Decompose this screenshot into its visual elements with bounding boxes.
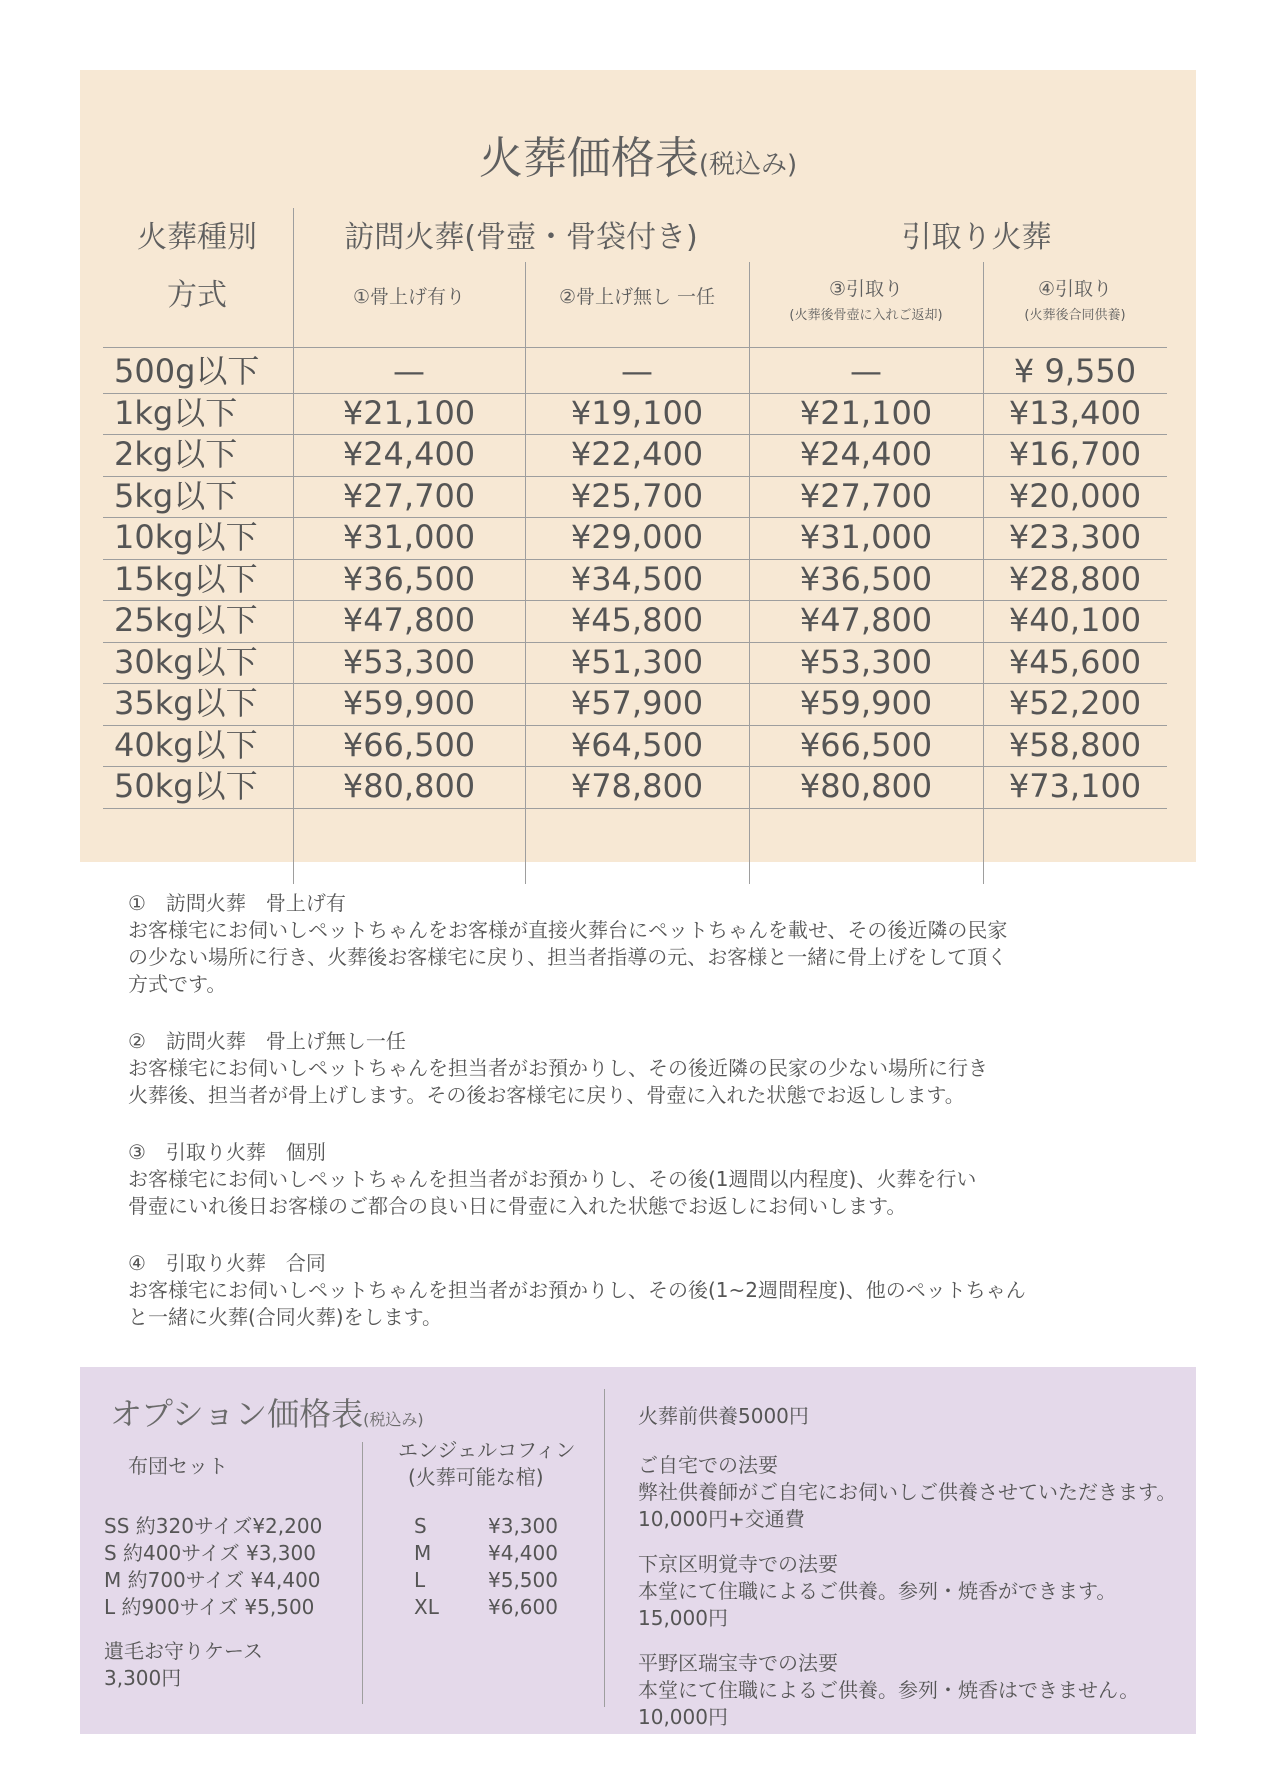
- note-2: [128, 1028, 1128, 1109]
- home-service: [638, 1452, 1176, 1533]
- price-cell: ¥27,700: [799, 476, 933, 515]
- option-title-main: オプション価格表: [110, 1395, 364, 1433]
- service-title: ご自宅での法要: [638, 1453, 778, 1477]
- price-cell: ¥36,500: [342, 559, 476, 598]
- futon-set-label: 布団セット: [128, 1454, 228, 1478]
- angel-coffin-sublabel: (火葬可能な棺): [408, 1465, 544, 1489]
- option-divider: [362, 1442, 363, 1704]
- price-cell: ¥47,800: [799, 601, 933, 639]
- price-cell: ¥22,400: [570, 435, 704, 473]
- column-header-3: ③引取り: [828, 278, 904, 300]
- coffin-price: ¥4,400: [488, 1541, 558, 1565]
- price-cell: ¥78,800: [570, 767, 704, 805]
- type-header: 火葬種別: [137, 220, 257, 255]
- service-line: 本堂にて住職によるご供養。参列・焼香はできません。: [638, 1678, 1140, 1702]
- memorial-services: [638, 1403, 1176, 1749]
- note-body: お客様宅にお伺いしペットちゃんを担当者がお預かりし、その後近隣の民家の少ない場所に行き 火葬後、担当者が骨上げします。その後お客様宅に戻り、骨壺に入れた状態でお返しします。: [128, 1056, 988, 1107]
- service-price: 15,000円: [638, 1606, 728, 1630]
- price-cell: ¥57,900: [570, 684, 704, 722]
- price-cell: ¥28,800: [1008, 559, 1142, 598]
- weight-cell: 10kg以下: [114, 518, 258, 556]
- price-cell: ¥58,800: [1008, 725, 1142, 764]
- coffin-price: ¥5,500: [488, 1568, 558, 1592]
- service-line: 火葬前供養5000円: [638, 1404, 809, 1428]
- price-table-title-main: 火葬価格表: [478, 133, 699, 184]
- note-title: ② 訪問火葬 骨上げ無し一任: [128, 1029, 406, 1053]
- angel-coffin-label: エンジェルコフィン: [398, 1438, 576, 1462]
- weight-cell: 5kg以下: [114, 476, 238, 515]
- column-header-1: ①骨上げ有り: [352, 286, 466, 308]
- futon-item: L 約900サイズ ¥5,500: [104, 1595, 315, 1619]
- coffin-size: XL: [414, 1595, 439, 1619]
- coffin-size: M: [414, 1541, 432, 1565]
- service-line: 本堂にて住職によるご供養。参列・焼香ができます。: [638, 1579, 1117, 1603]
- service-line: 弊社供養師がご自宅にお伺いしご供養させていただきます。: [638, 1480, 1177, 1504]
- note-title: ③ 引取り火葬 個別: [128, 1140, 326, 1164]
- option-price-panel: [80, 1367, 1196, 1734]
- coffin-item: [414, 1513, 558, 1540]
- price-cell: ¥80,800: [799, 767, 933, 805]
- weight-cell: 15kg以下: [114, 559, 258, 598]
- service-price: 10,000円+交通費: [638, 1507, 805, 1531]
- price-cell: ¥45,600: [1008, 642, 1142, 681]
- price-cell: ¥31,000: [342, 518, 476, 556]
- price-cell: ¥47,800: [342, 601, 476, 639]
- weight-cell: 500g以下: [114, 352, 260, 390]
- price-cell: ¥40,100: [1008, 601, 1142, 639]
- coffin-size: L: [414, 1568, 426, 1592]
- coffin-price: ¥6,600: [488, 1595, 558, 1619]
- header-rule: [103, 347, 1167, 348]
- price-cell: ¥29,000: [570, 518, 704, 556]
- coffin-price: ¥3,300: [488, 1514, 558, 1538]
- cremation-notes: [128, 890, 1128, 1361]
- note-title: ① 訪問火葬 骨上げ有: [128, 891, 346, 915]
- price-cell: ¥31,000: [799, 518, 933, 556]
- weight-cell: 25kg以下: [114, 601, 258, 639]
- column-header-3-note: (火葬後骨壺に入れご返却): [789, 308, 943, 323]
- pre-cremation-service: [638, 1403, 1176, 1430]
- coffin-item: [414, 1567, 558, 1594]
- keepsake-case: [104, 1638, 263, 1692]
- group-header-visit: 訪問火葬(骨壺・骨袋付き): [344, 220, 698, 255]
- price-cell: ¥24,400: [799, 435, 933, 473]
- service-price: 10,000円: [638, 1705, 728, 1729]
- price-cell: ¥20,000: [1008, 476, 1142, 515]
- price-cell: —: [850, 352, 882, 390]
- column-header-2: ②骨上げ無し 一任: [558, 286, 716, 308]
- price-cell: ¥25,700: [570, 476, 704, 515]
- weight-cell: 30kg以下: [114, 642, 258, 681]
- note-body: お客様宅にお伺いしペットちゃんを担当者がお預かりし、その後(1週間以内程度)、火葬を行い 骨壺にいれ後日お客様のご都合の良い日に骨壺に入れた状態でお返しにお伺いします。: [128, 1167, 977, 1218]
- weight-cell: 2kg以下: [114, 435, 238, 473]
- price-cell: ¥27,700: [342, 476, 476, 515]
- note-4: [128, 1250, 1128, 1331]
- note-body: お客様宅にお伺いしペットちゃんを担当者がお預かりし、その後(1~2週間程度)、他のペットちゃん と一緒に火葬(合同火葬)をします。: [128, 1278, 1026, 1329]
- keepsake-price: 3,300円: [104, 1666, 182, 1690]
- price-cell: ¥21,100: [342, 393, 476, 432]
- price-cell: ¥73,100: [1008, 767, 1142, 805]
- price-cell: ¥36,500: [799, 559, 933, 598]
- futon-item: M 約700サイズ ¥4,400: [104, 1568, 321, 1592]
- weight-cell: 35kg以下: [114, 684, 258, 722]
- service-title: 下京区明覚寺での法要: [638, 1552, 838, 1576]
- price-cell: ¥59,900: [799, 684, 933, 722]
- price-cell: ¥59,900: [342, 684, 476, 722]
- option-divider: [604, 1389, 605, 1707]
- cremation-price-panel: [80, 70, 1196, 862]
- option-table-title: [110, 1389, 424, 1435]
- price-cell: ¥19,100: [570, 393, 704, 432]
- price-cell: ¥23,300: [1008, 518, 1142, 556]
- price-cell: ¥66,500: [342, 725, 476, 764]
- price-cell: ¥64,500: [570, 725, 704, 764]
- price-cell: ¥13,400: [1008, 393, 1142, 432]
- note-3: [128, 1139, 1128, 1220]
- zuihoji-service: [638, 1650, 1176, 1731]
- coffin-item: [414, 1594, 558, 1621]
- group-header-pickup: 引取り火葬: [901, 220, 1052, 255]
- price-cell: ¥16,700: [1008, 435, 1142, 473]
- futon-set-list: [104, 1513, 322, 1621]
- row-rule: [103, 808, 1167, 809]
- weight-cell: 50kg以下: [114, 767, 258, 805]
- option-title-note: (税込み): [363, 1410, 424, 1429]
- keepsake-label: 遺毛お守りケース: [104, 1639, 263, 1663]
- note-title: ④ 引取り火葬 合同: [128, 1251, 326, 1275]
- price-cell: ¥21,100: [799, 393, 933, 432]
- price-cell: —: [393, 352, 425, 390]
- price-cell: ¥45,800: [570, 601, 704, 639]
- note-1: [128, 890, 1128, 998]
- weight-cell: 40kg以下: [114, 725, 258, 764]
- coffin-item: [414, 1540, 558, 1567]
- weight-cell: 1kg以下: [114, 393, 238, 432]
- price-cell: ¥66,500: [799, 725, 933, 764]
- price-cell: ¥80,800: [342, 767, 476, 805]
- column-header-4-note: (火葬後合同供養): [1024, 308, 1126, 323]
- price-cell: ¥51,300: [570, 642, 704, 681]
- myokakuji-service: [638, 1551, 1176, 1632]
- method-header: 方式: [167, 278, 227, 313]
- futon-item: SS 約320サイズ¥2,200: [104, 1514, 323, 1538]
- service-title: 平野区瑞宝寺での法要: [638, 1651, 838, 1675]
- price-cell: ¥52,200: [1008, 684, 1142, 722]
- price-cell: ¥53,300: [799, 642, 933, 681]
- price-table: [80, 70, 1196, 862]
- note-body: お客様宅にお伺いしペットちゃんをお客様が直接火葬台にペットちゃんを載せ、その後近隣の民家 の少ない場所に行き、火葬後お客様宅に戻り、担当者指導の元、お客様と一緒に骨上げをして頂く 方式です。: [128, 918, 1008, 996]
- price-cell: ¥53,300: [342, 642, 476, 681]
- futon-item: S 約400サイズ ¥3,300: [104, 1541, 316, 1565]
- price-cell: ¥34,500: [570, 559, 704, 598]
- coffin-size: S: [414, 1514, 427, 1538]
- price-table-title-note: (税込み): [698, 150, 798, 180]
- price-cell: —: [621, 352, 653, 390]
- column-header-4: ④引取り: [1037, 278, 1113, 300]
- angel-coffin-list: [414, 1513, 558, 1621]
- price-cell: ¥ 9,550: [1013, 352, 1137, 390]
- price-cell: ¥24,400: [342, 435, 476, 473]
